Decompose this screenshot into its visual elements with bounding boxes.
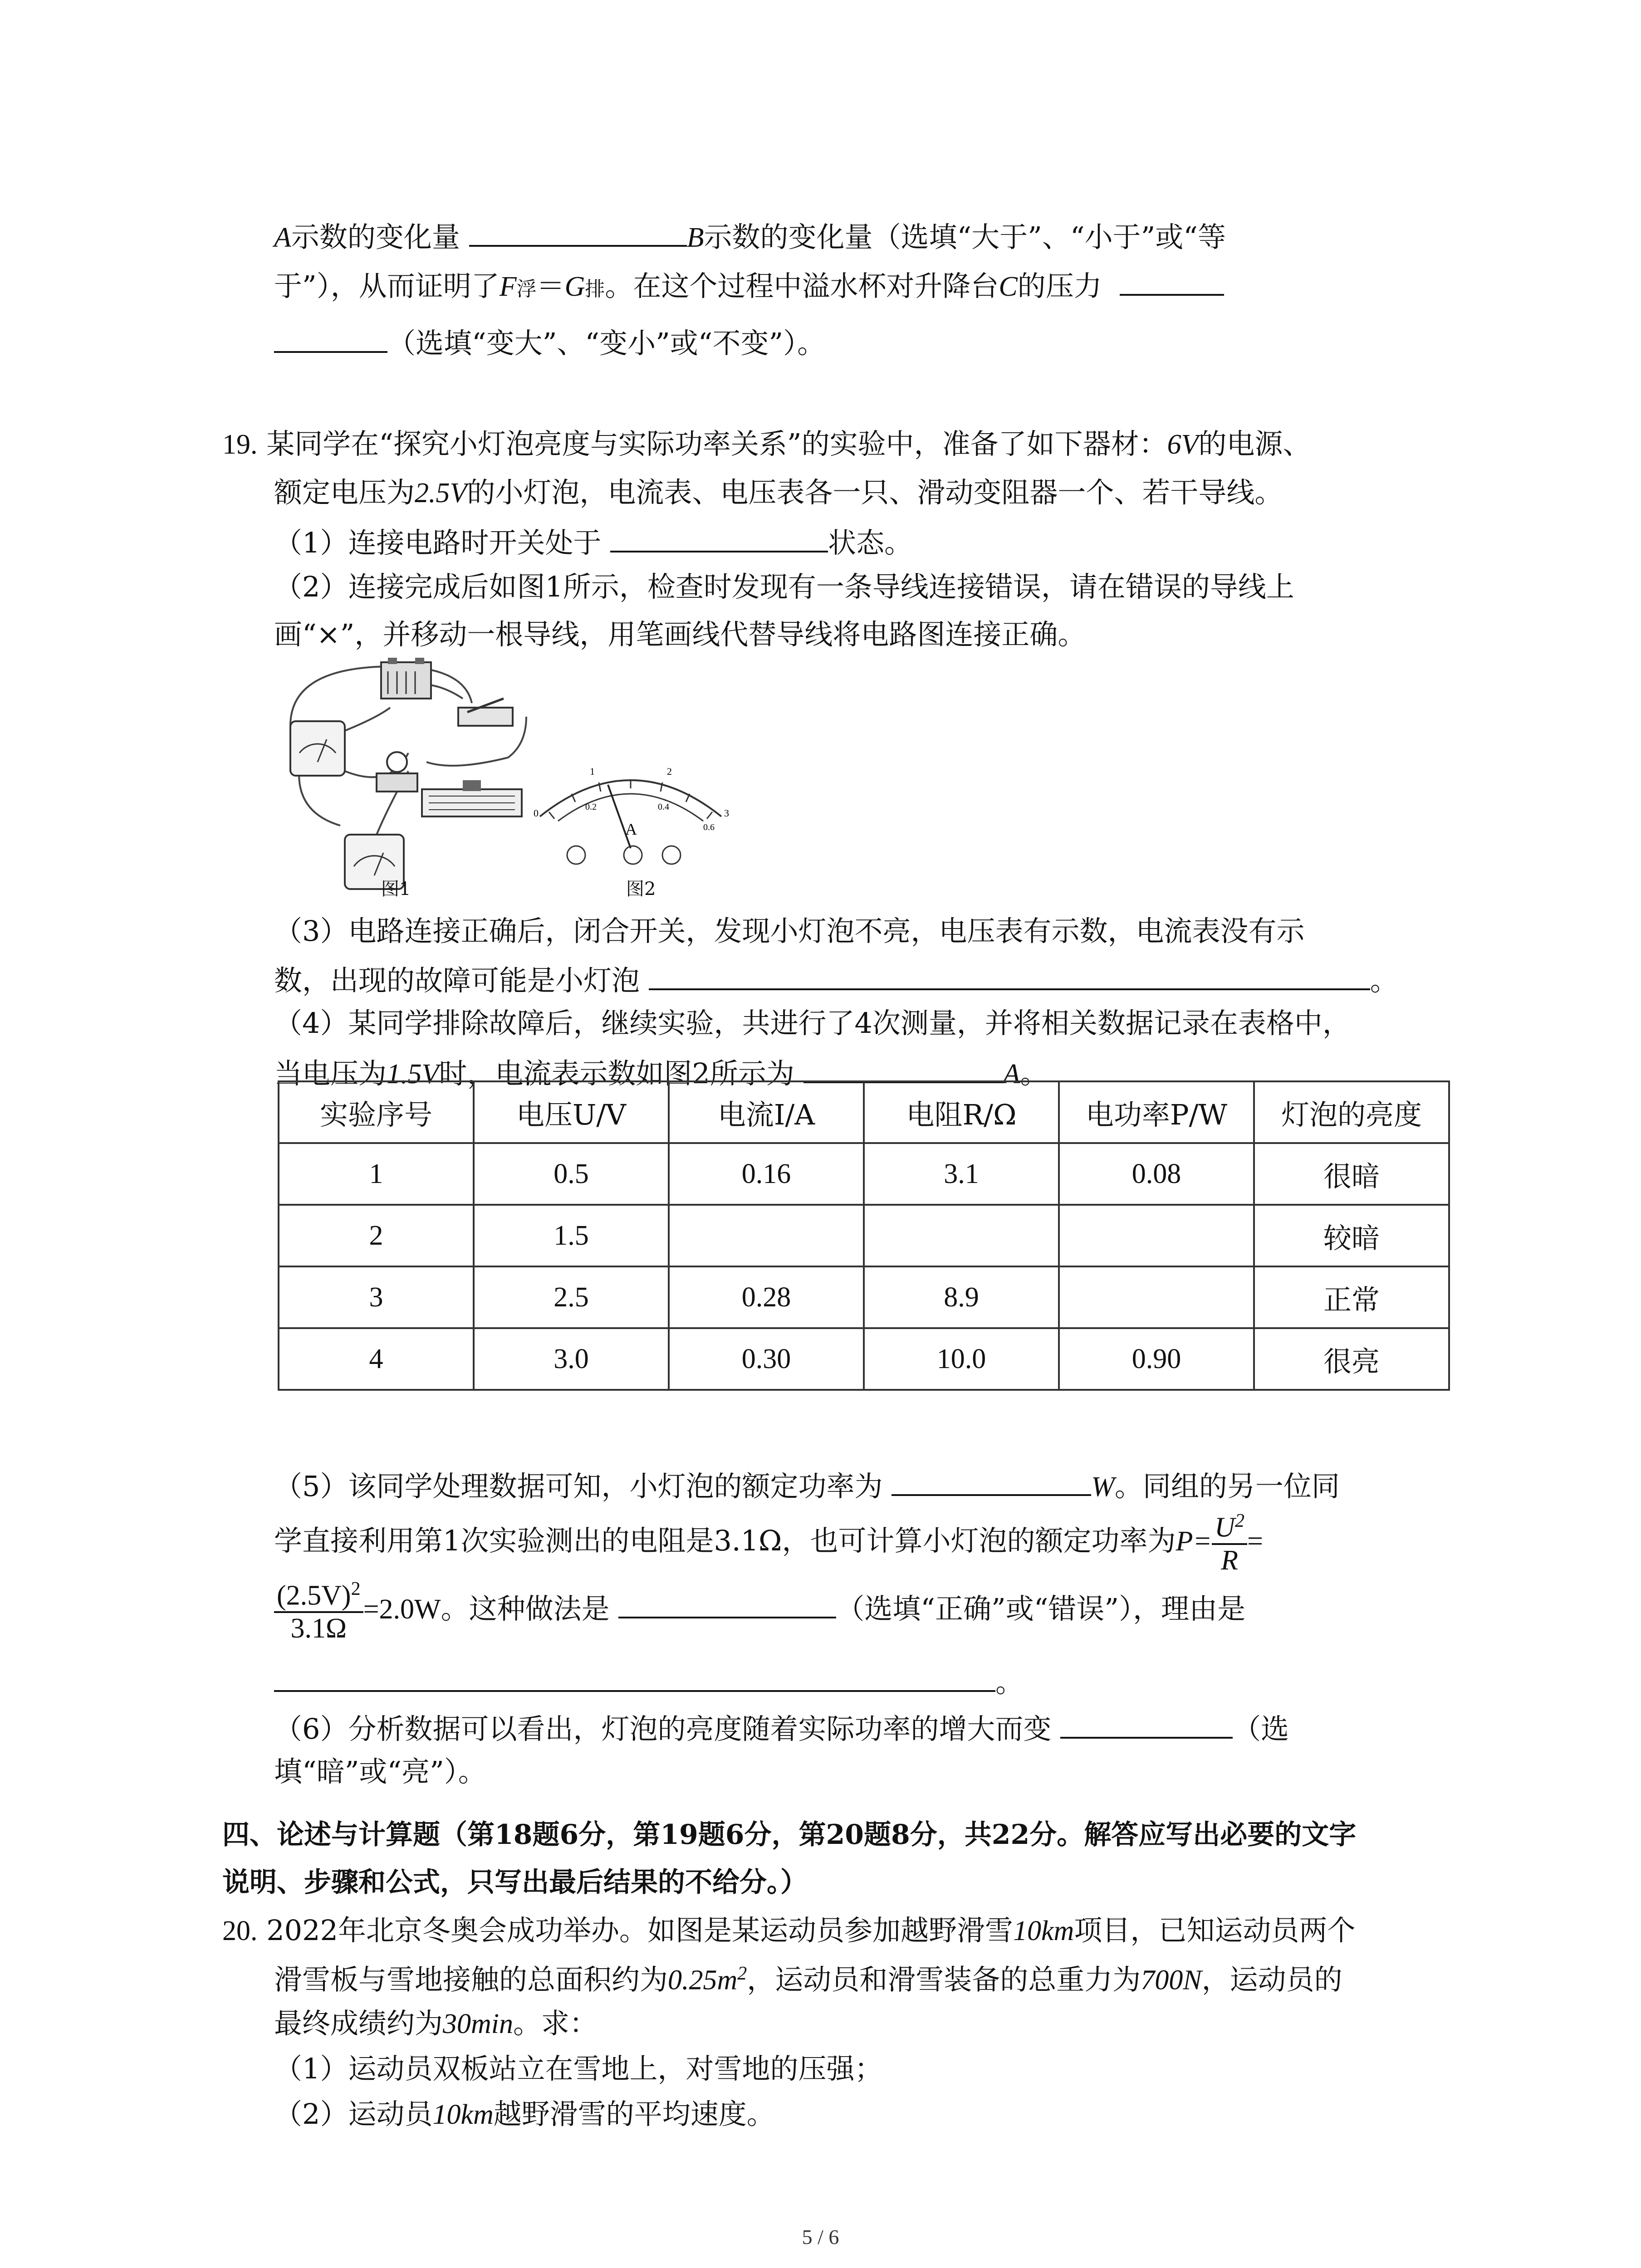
table-cell: 3.1 — [864, 1143, 1059, 1205]
tick-label: 0.6 — [703, 822, 715, 832]
table-header: 电功率P/W — [1059, 1081, 1254, 1143]
table-cell: 较暗 — [1254, 1205, 1449, 1266]
answer-blank[interactable] — [1120, 269, 1224, 296]
table-cell: 3.0 — [474, 1328, 669, 1390]
table-cell: 4 — [279, 1328, 474, 1390]
table-header: 实验序号 — [279, 1081, 474, 1143]
voltmeter-icon — [290, 721, 345, 776]
table-header: 电压U/V — [474, 1081, 669, 1143]
answer-blank[interactable] — [610, 526, 828, 552]
table-row — [279, 1205, 1449, 1266]
answer-blank[interactable] — [274, 1666, 995, 1692]
tick-label: 0.4 — [658, 802, 669, 812]
table-cell: 0.28 — [669, 1266, 864, 1328]
table-header: 电流I/A — [669, 1081, 864, 1143]
question-number: 19. — [222, 429, 258, 460]
var-a: A — [274, 222, 291, 253]
table-row — [279, 1266, 1449, 1328]
figure-2-label: 图2 — [626, 879, 656, 899]
table-cell: 3 — [279, 1266, 474, 1328]
table-cell: 很暗 — [1254, 1143, 1449, 1205]
circuit-figure — [272, 653, 554, 894]
tick-label: 3 — [724, 807, 729, 819]
answer-blank[interactable] — [469, 220, 687, 247]
table-cell: 正常 — [1254, 1266, 1449, 1328]
answer-blank[interactable] — [1060, 1712, 1233, 1739]
page-number: 5 / 6 — [802, 2225, 839, 2248]
q20-stem-2: 滑雪板与雪地接触的总面积约为$0.25m^2$，运动员和滑雪装备的总重力为700N，运动员的 — [274, 1963, 1342, 1996]
section-heading-1: 四、论述与计算题（第18题6分，第19题6分，第20题8分，共22分。解答应写出必要的文字 — [222, 1819, 1357, 1851]
table-cell: 0.30 — [669, 1328, 864, 1390]
q18-line-1: A示数的变化量 B示数的变化量（选填“大于”、“小于”或“等 — [274, 220, 1226, 254]
ammeter-dial-figure — [522, 726, 740, 871]
answer-blank[interactable] — [274, 327, 387, 353]
q20-stem-1: 20. 2022年北京冬奥会成功举办。如图是某运动员参加越野滑雪10km项目，已知运动员两个 — [222, 1914, 1356, 1947]
q20-part-1: （1）运动员双板站立在雪地上，对雪地的压强； — [274, 2052, 883, 2085]
table-cell[interactable] — [864, 1205, 1059, 1266]
table-cell: 0.16 — [669, 1143, 864, 1205]
rheostat-icon — [422, 780, 522, 816]
table-row — [279, 1143, 1449, 1205]
unit-label: A — [625, 820, 637, 838]
table-cell: 2 — [279, 1205, 474, 1266]
table-cell: 0.08 — [1059, 1143, 1254, 1205]
var-b: B — [686, 222, 704, 253]
table-cell: 0.90 — [1059, 1328, 1254, 1390]
table-cell: 2.5 — [474, 1266, 669, 1328]
table-cell: 1.5 — [474, 1205, 669, 1266]
answer-blank[interactable] — [892, 1470, 1091, 1496]
table-header: 灯泡的亮度 — [1254, 1081, 1449, 1143]
tick-label: 0.2 — [585, 802, 597, 812]
q20-stem-3: 最终成绩约为30min。求： — [274, 2007, 598, 2040]
table-header-row — [279, 1081, 1449, 1143]
q19-part-5d: 。 — [274, 1666, 1024, 1696]
q19-part-5a: （5）该同学处理数据可知，小灯泡的额定功率为 W。同组的另一位同 — [274, 1470, 1340, 1503]
answer-blank[interactable] — [618, 1592, 836, 1618]
tick-label: 1 — [590, 766, 595, 777]
answer-blank[interactable] — [649, 964, 1370, 990]
q19-part-2a: （2）连接完成后如图1所示，检查时发现有一条导线连接错误，请在错误的导线上 — [274, 570, 1294, 603]
table-row — [279, 1328, 1449, 1390]
table-cell[interactable] — [669, 1205, 864, 1266]
q19-part-5b: 学直接利用第1次实验测出的电阻是3.1Ω，也可计算小灯泡的额定功率为P= $\frac{U^2}{R}$ = — [274, 1510, 1263, 1576]
q19-part-2b: 画“×”，并移动一根导线，用笔画线代替导线将电路图连接正确。 — [274, 618, 1086, 651]
table-cell: 1 — [279, 1143, 474, 1205]
q19-part-3a: （3）电路连接正确后，闭合开关，发现小灯泡不亮，电压表有示数，电流表没有示 — [274, 914, 1305, 948]
question-number: 20. — [222, 1916, 258, 1946]
q19-part-4a: （4）某同学排除故障后，继续实验，共进行了4次测量，并将相关数据记录在表格中， — [274, 1007, 1351, 1040]
q19-part-3b: 数，出现的故障可能是小灯泡 。 — [274, 964, 1398, 997]
formula-fraction: $\frac{U^2}{R}$ — [1212, 1510, 1247, 1576]
q18-line-2: 于”），从而证明了F浮＝G排。在这个过程中溢水杯对升降台C的压力 — [274, 269, 1224, 301]
q19-part-4b: 当电压为1.5V时，电流表示数如图2所示为 A。 — [274, 1057, 1048, 1090]
q20-part-2: （2）运动员10km越野滑雪的平均速度。 — [274, 2097, 775, 2131]
table-cell[interactable] — [1059, 1266, 1254, 1328]
q19-part-5c: $\frac{(2.5V)^2}{3.1\Omega}$ =2.0W。这种做法是 （选填“正确”或“错误”），理由是 — [274, 1579, 1245, 1644]
switch-icon — [458, 699, 513, 726]
answer-blank[interactable] — [803, 1057, 1003, 1083]
terminal-icon — [567, 846, 585, 864]
q18-line-3: （选填“变大”、“变小”或“不变”）。 — [274, 327, 825, 357]
data-table — [278, 1080, 1450, 1391]
figure-1-label: 图1 — [381, 879, 411, 899]
table-cell: 10.0 — [864, 1328, 1059, 1390]
section-heading-2: 说明、步骤和公式，只写出最后结果的不给分。） — [222, 1867, 808, 1898]
q19-part-6a: （6）分析数据可以看出，灯泡的亮度随着实际功率的增大而变 （选 — [274, 1712, 1289, 1745]
tick-label: 0 — [534, 807, 539, 819]
bulb-icon — [377, 752, 417, 792]
table-cell[interactable] — [1059, 1205, 1254, 1266]
formula-fraction: $\frac{(2.5V)^2}{3.1\Omega}$ — [274, 1579, 363, 1644]
q19-part-6b: 填“暗”或“亮”）。 — [274, 1755, 486, 1788]
terminal-icon — [662, 846, 681, 864]
q19-stem-2: 额定电压为2.5V的小灯泡，电流表、电压表各一只、滑动变阻器一个、若干导线。 — [274, 476, 1283, 509]
q19-part-1: （1）连接电路时开关处于 状态。 — [274, 526, 913, 559]
battery-icon — [381, 658, 431, 699]
tick-label: 2 — [667, 766, 672, 777]
table-cell: 很亮 — [1254, 1328, 1449, 1390]
table-cell: 8.9 — [864, 1266, 1059, 1328]
terminal-icon — [624, 846, 642, 864]
table-cell: 0.5 — [474, 1143, 669, 1205]
q19-stem-1: 19. 某同学在“探究小灯泡亮度与实际功率关系”的实验中，准备了如下器材：6V的电源、 — [222, 427, 1311, 460]
table-header: 电阻R/Ω — [864, 1081, 1059, 1143]
